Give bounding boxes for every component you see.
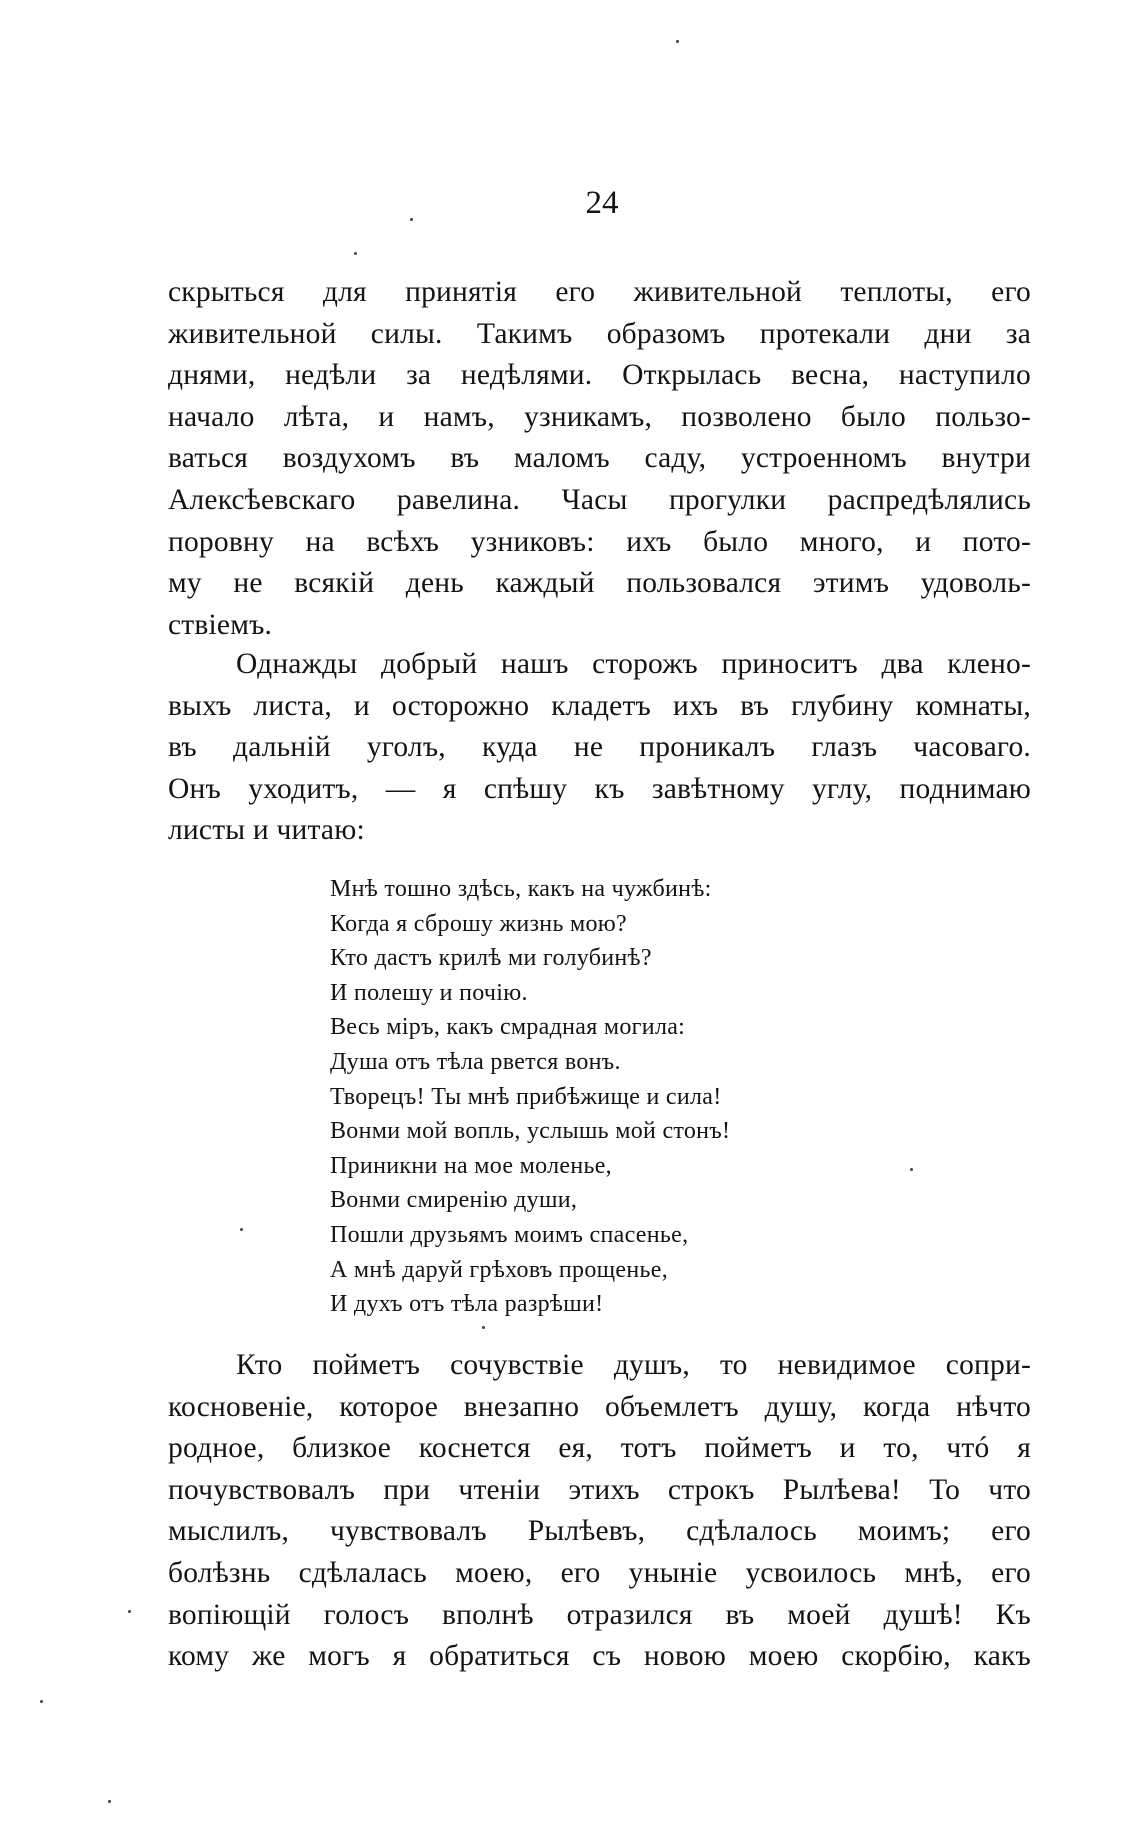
paragraph-1 [168,272,1031,646]
text-line: ваться воздухомъ въ маломъ саду, устроенномъ внутри [168,442,1031,475]
poem-line: А мнѣ даруй грѣховъ прощенье, [330,1256,669,1283]
paragraph-3 [168,1345,1031,1678]
poem-line: Творецъ! Ты мнѣ прибѣжище и сила! [330,1083,722,1110]
text-line: листы и читаю: [168,814,365,847]
poem-line: Вонми смиренію души, [330,1187,578,1214]
poem-line: Пошли друзьямъ моимъ спасенье, [330,1221,689,1248]
scan-speck [910,1168,913,1171]
poem-line: Кто дастъ крилѣ ми голубинѣ? [330,945,652,972]
poem-block [330,872,730,1322]
poem-line: Вонми мой вопль, услышь мой стонъ! [330,1118,731,1145]
text-line: вопіющій голосъ вполнѣ отразился въ моей душѣ! Къ [168,1598,1031,1631]
poem-line: Когда я сброшу жизнь мою? [330,910,627,937]
text-line: днями, недѣли за недѣлями. Открылась весна, наступило [168,359,1031,392]
text-line: поровну на всѣхъ узниковъ: ихъ было много, и пото- [168,525,1031,558]
text-line: Онъ уходитъ, — я спѣшу къ завѣтному углу, поднимаю [168,772,1031,805]
text-line: въ дальній уголъ, куда не проникалъ глазъ часоваго. [168,731,1031,764]
scan-speck [128,1610,131,1613]
text-line: Алексѣевскаго равелина. Часы прогулки распредѣлялись [168,483,1031,516]
text-line: скрыться для принятія его живительной теплоты, его [168,276,1031,308]
page-number: 24 [585,185,619,221]
poem-line: Приникни на мое моленье, [330,1152,612,1179]
text-line: живительной силы. Такимъ образомъ протекали дни за [168,317,1031,350]
text-line: начало лѣта, и намъ, узникамъ, позволено было пользо- [168,400,1031,433]
paragraph-2 [168,644,1031,852]
text-line: кому же могъ я обратиться съ новою моею скорбію, какъ [168,1640,1031,1673]
poem-line: И духъ отъ тѣла разрѣши! [330,1291,604,1318]
poem-line: Весь міръ, какъ смрадная могила: [330,1014,686,1041]
scan-speck [482,1326,485,1329]
text-line: Однажды добрый нашъ сторожъ приноситъ два клено- [236,648,1031,680]
text-line: Кто пойметъ сочувствіе душъ, то невидимое сопри- [236,1349,1031,1381]
text-line: болѣзнь сдѣлалась моею, его уныніе усвоилось мнѣ, его [168,1556,1031,1589]
text-line: му не всякій день каждый пользовался этимъ удоволь- [168,567,1031,600]
text-line: почувствовалъ при чтеніи этихъ строкъ Рылѣева! То что [168,1473,1031,1506]
poem-line: И полешу и почію. [330,979,528,1006]
scan-speck [40,1700,43,1703]
poem-line: Мнѣ тошно здѣсь, какъ на чужбинѣ: [330,876,712,902]
text-line: мыслилъ, чувствовалъ Рылѣевъ, сдѣлалось моимъ; его [168,1515,1031,1548]
scan-speck [240,1228,243,1231]
text-line: ствіемъ. [168,608,273,641]
scan-speck [410,218,413,221]
text-line: выхъ листа, и осторожно кладетъ ихъ въ глубину комнаты, [168,689,1031,722]
scan-speck [676,40,679,43]
text-line: родное, близкое коснется ея, тотъ пойметъ и то, чтó я [168,1432,1031,1465]
scan-speck [108,1800,111,1803]
text-line: косновеніе, которое внезапно объемлетъ душу, когда нѣчто [168,1390,1031,1423]
scan-speck [354,252,357,255]
poem-line: Душа отъ тѣла рвется вонъ. [330,1048,621,1075]
